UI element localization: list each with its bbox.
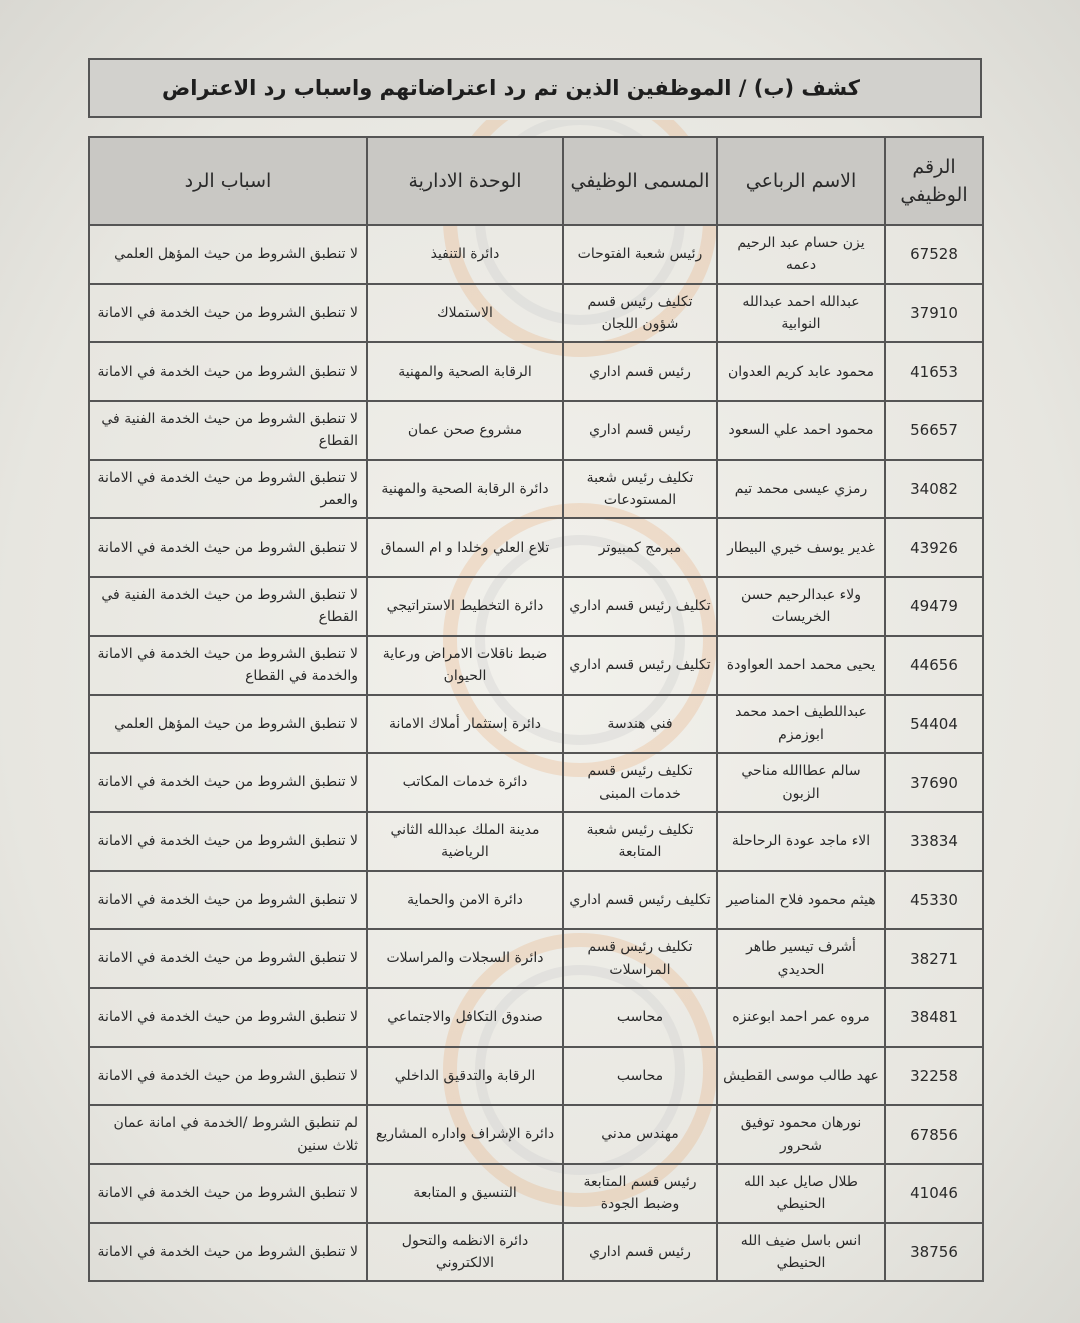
table-row [89, 518, 983, 577]
table-row [89, 284, 983, 343]
cell-admin-unit: دائرة إستثمار أملاك الامانة [367, 695, 563, 754]
cell-employee-id: 45330 [885, 871, 983, 930]
cell-rejection-reason: لا تنطبق الشروط من حيث المؤهل العلمي [89, 695, 367, 754]
cell-admin-unit: دائرة الامن والحماية [367, 871, 563, 930]
cell-job-title: تكليف رئيس قسم اداري [563, 871, 717, 930]
cell-full-name: سالم عطاالله مناحي الزبون [717, 753, 885, 812]
cell-full-name: محمود عابد كريم العدوان [717, 342, 885, 401]
cell-full-name: طلال صايل عبد الله الحنيطي [717, 1164, 885, 1223]
cell-employee-id: 44656 [885, 636, 983, 695]
cell-full-name: يحيى محمد احمد العواودة [717, 636, 885, 695]
cell-admin-unit: دائرة خدمات المكاتب [367, 753, 563, 812]
table-row [89, 929, 983, 988]
cell-full-name: رمزي عيسى محمد تيم [717, 460, 885, 519]
table-row [89, 636, 983, 695]
cell-rejection-reason: لا تنطبق الشروط من حيث الخدمة في الامانة [89, 929, 367, 988]
cell-rejection-reason: لا تنطبق الشروط من حيث الخدمة في الامانة [89, 1047, 367, 1106]
cell-admin-unit: دائرة السجلات والمراسلات [367, 929, 563, 988]
table-row [89, 812, 983, 871]
cell-full-name: يزن حسام عبد الرحيم دعمه [717, 225, 885, 284]
cell-job-title: رئيس قسم اداري [563, 1223, 717, 1282]
cell-admin-unit: الرقابة الصحية والمهنية [367, 342, 563, 401]
document-title: كشف (ب) / الموظفين الذين تم رد اعتراضاتهم واسباب رد الاعتراض [162, 76, 860, 100]
cell-full-name: هيثم محمود فلاح المناصير [717, 871, 885, 930]
header-full-name: الاسم الرباعي [717, 137, 885, 225]
cell-employee-id: 56657 [885, 401, 983, 460]
table-row [89, 1223, 983, 1282]
cell-employee-id: 37690 [885, 753, 983, 812]
cell-job-title: رئيس قسم اداري [563, 401, 717, 460]
table-row [89, 988, 983, 1047]
header-job-title: المسمى الوظيفي [563, 137, 717, 225]
cell-admin-unit: دائرة الانظمه والتحول الالكتروني [367, 1223, 563, 1282]
cell-rejection-reason: لا تنطبق الشروط من حيث الخدمة في الامانة [89, 871, 367, 930]
table-row [89, 1105, 983, 1164]
cell-job-title: تكليف رئيس قسم المراسلات [563, 929, 717, 988]
cell-employee-id: 41653 [885, 342, 983, 401]
cell-job-title: مهندس مدني [563, 1105, 717, 1164]
cell-rejection-reason: لا تنطبق الشروط من حيث الخدمة في الامانة [89, 812, 367, 871]
cell-rejection-reason: لا تنطبق الشروط من حيث الخدمة في الامانة [89, 1164, 367, 1223]
cell-admin-unit: دائرة الرقابة الصحية والمهنية [367, 460, 563, 519]
cell-job-title: تكليف رئيس قسم خدمات المبنى [563, 753, 717, 812]
cell-rejection-reason: لا تنطبق الشروط من حيث الخدمة في الامانة [89, 284, 367, 343]
cell-admin-unit: صندوق التكافل والاجتماعي [367, 988, 563, 1047]
cell-full-name: محمود احمد علي السعود [717, 401, 885, 460]
cell-employee-id: 67856 [885, 1105, 983, 1164]
cell-employee-id: 32258 [885, 1047, 983, 1106]
cell-job-title: رئيس قسم اداري [563, 342, 717, 401]
header-employee-id: الرقم الوظيفي [885, 137, 983, 225]
cell-admin-unit: دائرة التنفيذ [367, 225, 563, 284]
cell-full-name: عبداللطيف احمد محمد ابوزمزم [717, 695, 885, 754]
table-row [89, 460, 983, 519]
cell-admin-unit: الاستملاك [367, 284, 563, 343]
cell-full-name: نورهان محمود توفيق شحرور [717, 1105, 885, 1164]
cell-job-title: تكليف رئيس قسم اداري [563, 577, 717, 636]
table-row [89, 695, 983, 754]
cell-admin-unit: مشروع صحن عمان [367, 401, 563, 460]
cell-full-name: عبدالله احمد عبدالله النوابية [717, 284, 885, 343]
cell-job-title: رئيس قسم المتابعة وضبط الجودة [563, 1164, 717, 1223]
cell-job-title: فني هندسة [563, 695, 717, 754]
cell-full-name: مروه عمر احمد ابوعنزه [717, 988, 885, 1047]
cell-rejection-reason: لا تنطبق الشروط من حيث الخدمة في الامانة [89, 753, 367, 812]
cell-employee-id: 43926 [885, 518, 983, 577]
header-rejection-reason: اسباب الرد [89, 137, 367, 225]
table-row [89, 342, 983, 401]
cell-job-title: رئيس شعبة الفتوحات [563, 225, 717, 284]
table-row [89, 1047, 983, 1106]
cell-rejection-reason: لا تنطبق الشروط من حيث الخدمة في الامانة [89, 342, 367, 401]
cell-full-name: ولاء عبدالرحيم حسن الخريسات [717, 577, 885, 636]
cell-admin-unit: ضبط ناقلات الامراض ورعاية الحيوان [367, 636, 563, 695]
cell-rejection-reason: لا تنطبق الشروط من حيث الخدمة في الامانة [89, 518, 367, 577]
cell-admin-unit: دائرة التخطيط الاستراتيجي [367, 577, 563, 636]
cell-job-title: تكليف رئيس شعبة المتابعة [563, 812, 717, 871]
cell-rejection-reason: لم تنطبق الشروط /الخدمة في امانة عمان ثلاث سنين [89, 1105, 367, 1164]
cell-job-title: تكليف رئيس شعبة المستودعات [563, 460, 717, 519]
cell-job-title: تكليف رئيس قسم اداري [563, 636, 717, 695]
cell-employee-id: 34082 [885, 460, 983, 519]
cell-job-title: تكليف رئيس قسم شؤون اللجان [563, 284, 717, 343]
cell-employee-id: 41046 [885, 1164, 983, 1223]
cell-admin-unit: التنسيق و المتابعة [367, 1164, 563, 1223]
document-title-box [88, 58, 982, 118]
cell-full-name: عهد طالب موسى القطيش [717, 1047, 885, 1106]
table-row [89, 1164, 983, 1223]
cell-job-title: مبرمج كمبيوتر [563, 518, 717, 577]
table-header-row [89, 137, 983, 225]
cell-employee-id: 38756 [885, 1223, 983, 1282]
cell-employee-id: 67528 [885, 225, 983, 284]
cell-employee-id: 54404 [885, 695, 983, 754]
cell-full-name: الاء ماجد عودة الرحاحلة [717, 812, 885, 871]
cell-employee-id: 49479 [885, 577, 983, 636]
table-row [89, 871, 983, 930]
cell-full-name: انس باسل ضيف الله الحنيطي [717, 1223, 885, 1282]
cell-admin-unit: دائرة الإشراف واداره المشاريع [367, 1105, 563, 1164]
cell-employee-id: 37910 [885, 284, 983, 343]
table-row [89, 577, 983, 636]
cell-job-title: محاسب [563, 1047, 717, 1106]
header-admin-unit: الوحدة الادارية [367, 137, 563, 225]
cell-rejection-reason: لا تنطبق الشروط من حيث الخدمة في الامانة [89, 1223, 367, 1282]
cell-rejection-reason: لا تنطبق الشروط من حيث المؤهل العلمي [89, 225, 367, 284]
cell-employee-id: 38481 [885, 988, 983, 1047]
cell-rejection-reason: لا تنطبق الشروط من حيث الخدمة في الامانة [89, 988, 367, 1047]
cell-admin-unit: الرقابة والتدقيق الداخلي [367, 1047, 563, 1106]
table-row [89, 401, 983, 460]
cell-rejection-reason: لا تنطبق الشروط من حيث الخدمة في الامانة والعمر [89, 460, 367, 519]
employees-table [88, 136, 984, 1282]
cell-rejection-reason: لا تنطبق الشروط من حيث الخدمة الفنية في القطاع [89, 577, 367, 636]
cell-employee-id: 33834 [885, 812, 983, 871]
cell-admin-unit: تلاع العلي وخلدا و ام السماق [367, 518, 563, 577]
table-row [89, 753, 983, 812]
cell-job-title: محاسب [563, 988, 717, 1047]
cell-employee-id: 38271 [885, 929, 983, 988]
cell-rejection-reason: لا تنطبق الشروط من حيث الخدمة في الامانة والخدمة في القطاع [89, 636, 367, 695]
cell-full-name: أشرف تيسير طاهر الحديدي [717, 929, 885, 988]
table-row [89, 225, 983, 284]
cell-admin-unit: مدينة الملك عبدالله الثاني الرياضية [367, 812, 563, 871]
cell-rejection-reason: لا تنطبق الشروط من حيث الخدمة الفنية في القطاع [89, 401, 367, 460]
cell-full-name: غدير يوسف خيري البيطار [717, 518, 885, 577]
